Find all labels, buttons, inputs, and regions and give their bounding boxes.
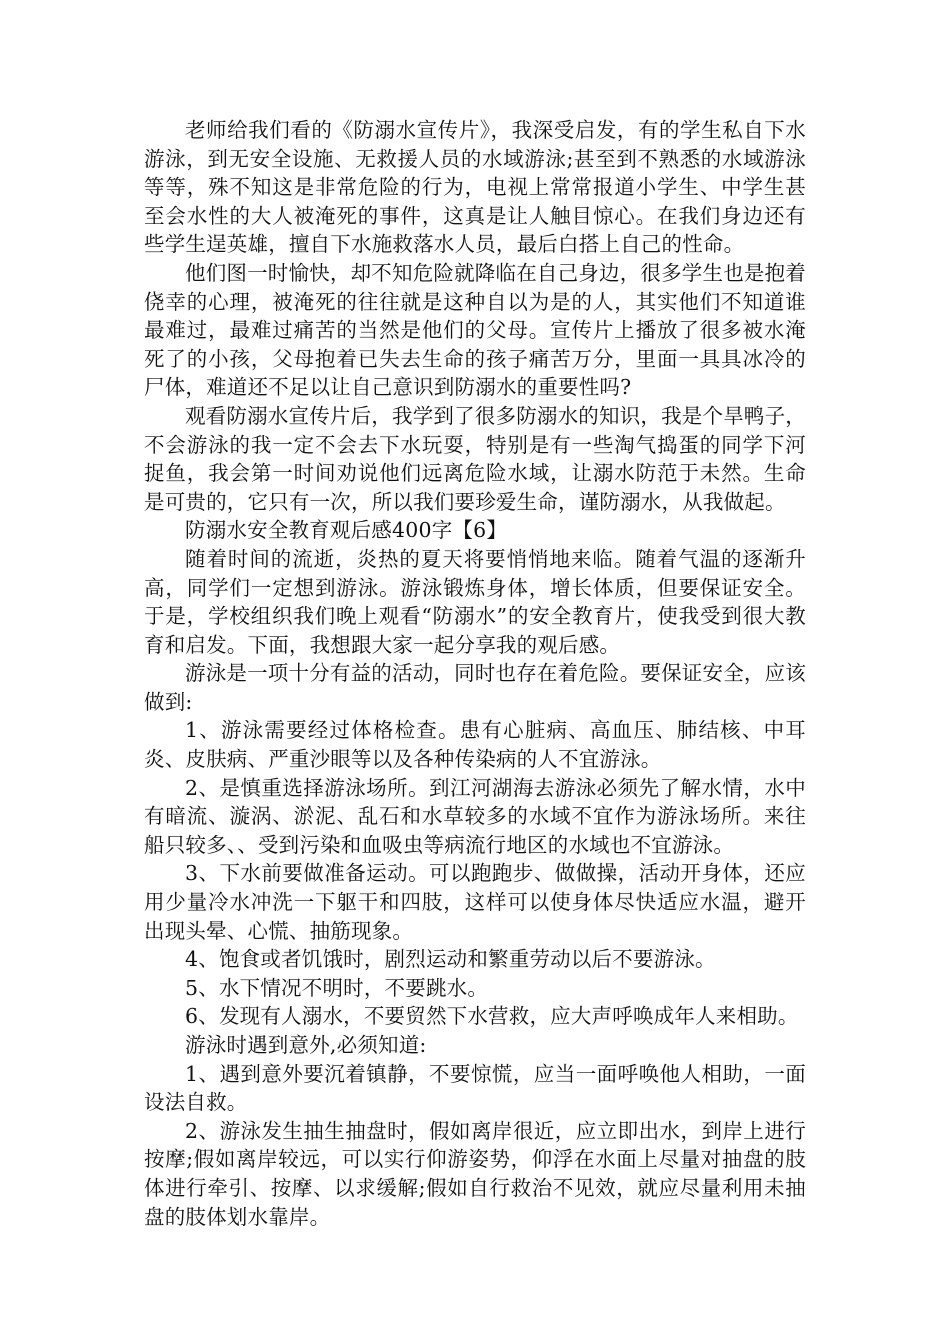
- accident-item-1: 1、遇到意外要沉着镇静，不要惊慌，应当一面呼唤他人相助，一面设法自救。: [144, 1061, 806, 1115]
- list-item-2: 2、是慎重选择游泳场所。到江河湖海去游泳必须先了解水情，水中有暗流、漩涡、淤泥、乱石和水草较多的水域不宜作为游泳场所。来往船只较多、、受到污染和血吸虫等病流行地区的水域也不宜游泳。: [144, 775, 806, 857]
- section-heading: 防溺水安全教育观后感400字【6】: [185, 518, 508, 543]
- list-item-6: 6、发现有人溺水，不要贸然下水营救，应大声呼唤成年人来相助。: [185, 1004, 799, 1029]
- list-item-3: 3、下水前要做准备运动。可以跑跑步、做做操，活动开身体，还应用少量冷水冲洗一下躯干和四肢，这样可以使身体尽快适应水温，避开出现头晕、心慌、抽筋现象。: [144, 861, 806, 943]
- subheading-accident: 游泳时遇到意外,必须知道:: [185, 1033, 427, 1057]
- paragraph-5: 游泳是一项十分有益的活动，同时也存在着危险。要保证安全，应该做到:: [144, 661, 806, 714]
- list-item-4: 4、饱食或者饥饿时，剧烈运动和繁重劳动以后不要游泳。: [185, 947, 716, 972]
- paragraph-4: 随着时间的流逝，炎热的夏天将要悄悄地来临。随着气温的逐渐升高，同学们一定想到游泳。游泳锻炼身体，增长体质，但要保证安全。于是，学校组织我们晚上观看“防溺水”的安全教育片，使我受到很大教育和启发。下面，我想跟大家一起分享我的观后感。: [144, 546, 806, 657]
- paragraph-3: 观看防溺水宣传片后，我学到了很多防溺水的知识，我是个旱鸭子，不会游泳的我一定不会去下水玩耍，特别是有一些淘气捣蛋的同学下河捉鱼，我会第一时间劝说他们远离危险水域，让溺水防范于未然。生命是可贵的，它只有一次，所以我们要珍爱生命，谨防溺水，从我做起。: [144, 403, 806, 514]
- list-item-5: 5、水下情况不明时，不要跳水。: [185, 975, 489, 1000]
- accident-item-2: 2、游泳发生抽生抽盘时，假如离岸很近，应立即出水，到岸上进行按摩;假如离岸较远，可以实行仰游姿势，仰浮在水面上尽量对抽盘的肢体进行牵引、按摩、以求缓解;假如自行救治不见效，就应尽量利用未抽盘的肢体划水靠岸。: [144, 1118, 806, 1229]
- list-item-1: 1、游泳需要经过体格检查。患有心脏病、高血压、肺结核、中耳炎、皮肤病、严重沙眼等以及各种传染病的人不宜游泳。: [144, 718, 806, 772]
- document-body: [144, 116, 806, 1231]
- paragraph-1: 老师给我们看的《防溺水宣传片》，我深受启发，有的学生私自下水游泳，到无安全设施、无救援人员的水域游泳;甚至到不熟悉的水域游泳等等，殊不知这是非常危险的行为，电视上常常报道小学生、中学生甚至会水性的大人被淹死的事件，这真是让人触目惊心。在我们身边还有些学生逞英雄，擅自下水施救落水人员，最后白搭上自己的性命。: [144, 118, 806, 257]
- paragraph-2: 他们图一时愉快，却不知危险就降临在自己身边，很多学生也是抱着侥幸的心理，被淹死的往往就是这种自以为是的人，其实他们不知道谁最难过，最难过痛苦的当然是他们的父母。宣传片上播放了很多被水淹死了的小孩，父母抱着已失去生命的孩子痛苦万分，里面一具具冰冷的尸体，难道还不足以让自己意识到防溺水的重要性吗?: [144, 260, 806, 400]
